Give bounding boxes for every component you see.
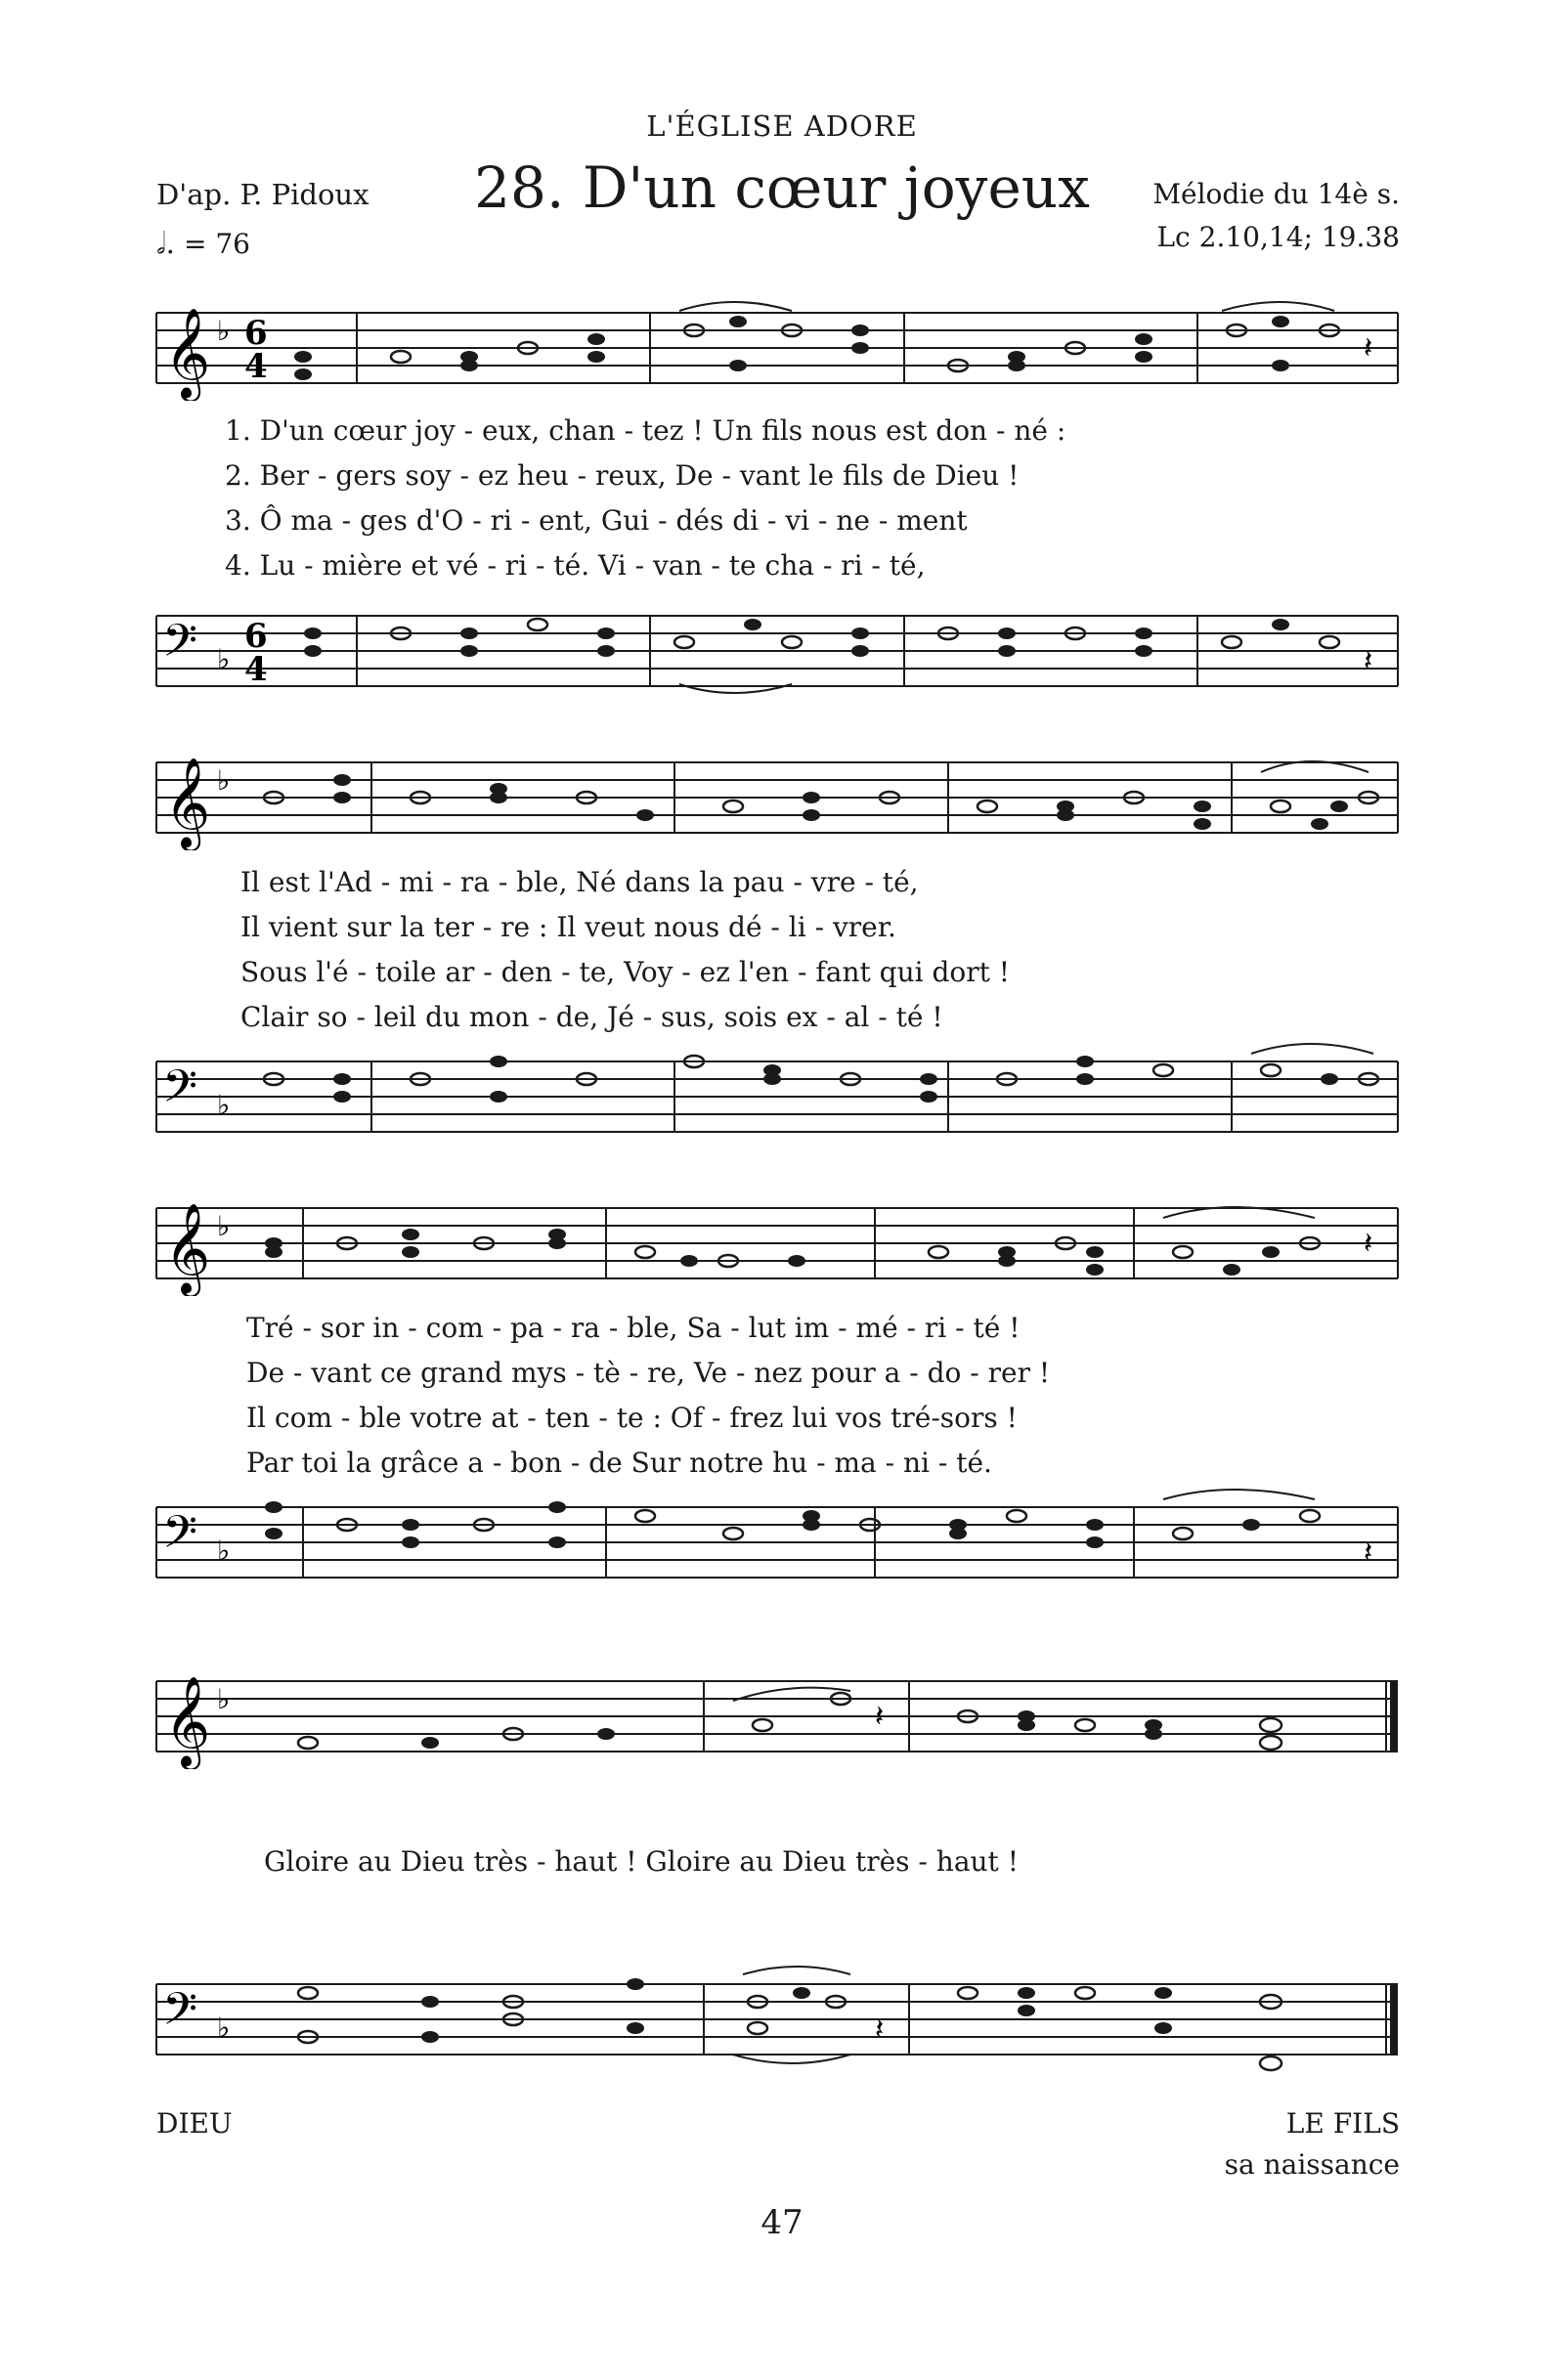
footer-section: LE FILS [1285, 2107, 1400, 2140]
bible-reference: Lc 2.10,14; 19.38 [1156, 221, 1400, 253]
svg-text:𝄽: 𝄽 [1364, 1536, 1373, 1570]
lyric-line: Par toi la grâce a - bon - de Sur notre hu - ma - ni - té. [246, 1447, 992, 1479]
lyric-line: Il vient sur la ter - re : Il veut nous dé - li - vrer. [240, 911, 896, 943]
svg-text:4: 4 [244, 347, 268, 386]
half-note-dotted-icon: 𝅗𝅥. [156, 227, 176, 261]
footer-category: DIEU [156, 2107, 233, 2140]
page-header [0, 0, 1564, 261]
treble-staff-2 [147, 743, 1417, 850]
svg-text:𝄢: 𝄢 [162, 1506, 198, 1570]
svg-text:6: 6 [244, 617, 268, 656]
svg-text:♭: ♭ [217, 764, 231, 797]
bass-staff-3 [147, 1488, 1417, 1595]
melody-source: Mélodie du 14è s. [1152, 178, 1400, 210]
treble-staff-1 [147, 293, 1417, 401]
lyric-line: De - vant ce grand mys - tè - re, Ve - nez pour a - do - rer ! [246, 1357, 1051, 1389]
bass-clef-icon: 𝄢 [162, 615, 198, 678]
lyric-line: 1. D'un cœur joy - eux, chan - tez ! Un fils nous est don - né : [225, 414, 1066, 447]
svg-text:6: 6 [244, 314, 268, 353]
svg-text:♭: ♭ [217, 1210, 231, 1242]
treble-clef-icon: 𝄞 [164, 307, 211, 398]
svg-text:♭: ♭ [217, 315, 231, 347]
svg-text:𝄢: 𝄢 [162, 1983, 198, 2047]
svg-text:♭: ♭ [217, 643, 231, 675]
svg-text:𝄽: 𝄽 [1364, 644, 1373, 678]
arranger-credit: D'ap. P. Pidoux [156, 178, 369, 211]
lyric-line: Tré - sor in - com - pa - ra - ble, Sa - lut im - mé - ri - té ! [246, 1312, 1021, 1344]
lyric-line: Clair so - leil du mon - de, Jé - sus, sois ex - al - té ! [240, 1001, 943, 1033]
lyric-line: 2. Ber - gers soy - ez heu - reux, De - vant le fils de Dieu ! [225, 459, 1020, 492]
svg-text:4: 4 [244, 650, 268, 689]
svg-text:♭: ♭ [217, 1089, 231, 1121]
hymn-title: 28. D'un cœur joyeux [474, 154, 1090, 221]
svg-text:𝄞: 𝄞 [164, 1675, 211, 1766]
svg-text:𝄽: 𝄽 [1364, 1227, 1373, 1261]
bass-staff-2 [147, 1042, 1417, 1149]
page-number: 47 [760, 2203, 804, 2242]
footer-subsection: sa naissance [1224, 2148, 1400, 2181]
svg-text:♭: ♭ [217, 1535, 231, 1567]
lyric-line: Il com - ble votre at - ten - te : Of - frez lui vos tré-sors ! [246, 1402, 1018, 1434]
section-title: L'ÉGLISE ADORE [646, 109, 918, 143]
tempo-marking: 𝅗𝅥. = 76 [156, 227, 250, 261]
rest-icon: 𝄽 [1364, 331, 1373, 366]
lyric-line: Gloire au Dieu très - haut ! Gloire au Dieu très - haut ! [264, 1845, 1019, 1878]
bass-staff-1 [147, 596, 1417, 704]
treble-staff-3 [147, 1189, 1417, 1296]
svg-text:♭: ♭ [217, 2012, 231, 2044]
lyric-line: Sous l'é - toile ar - den - te, Voy - ez l'en - fant qui dort ! [240, 956, 1011, 988]
svg-text:𝄢: 𝄢 [162, 1060, 198, 1124]
svg-text:♭: ♭ [217, 1683, 231, 1715]
svg-text:𝄞: 𝄞 [164, 1202, 211, 1293]
lyric-line: 3. Ô ma - ges d'O - ri - ent, Gui - dés di - vi - ne - ment [225, 504, 968, 537]
svg-text:𝄞: 𝄞 [164, 757, 211, 847]
lyric-line: 4. Lu - mière et vé - ri - té. Vi - van - te cha - ri - té, [225, 549, 926, 582]
bass-staff-4 [147, 1965, 1417, 2072]
lyric-line: Il est l'Ad - mi - ra - ble, Né dans la pau - vre - té, [240, 866, 919, 898]
svg-text:𝄽: 𝄽 [875, 2012, 885, 2047]
svg-text:𝄽: 𝄽 [875, 1700, 885, 1734]
treble-staff-4 [147, 1662, 1417, 1769]
